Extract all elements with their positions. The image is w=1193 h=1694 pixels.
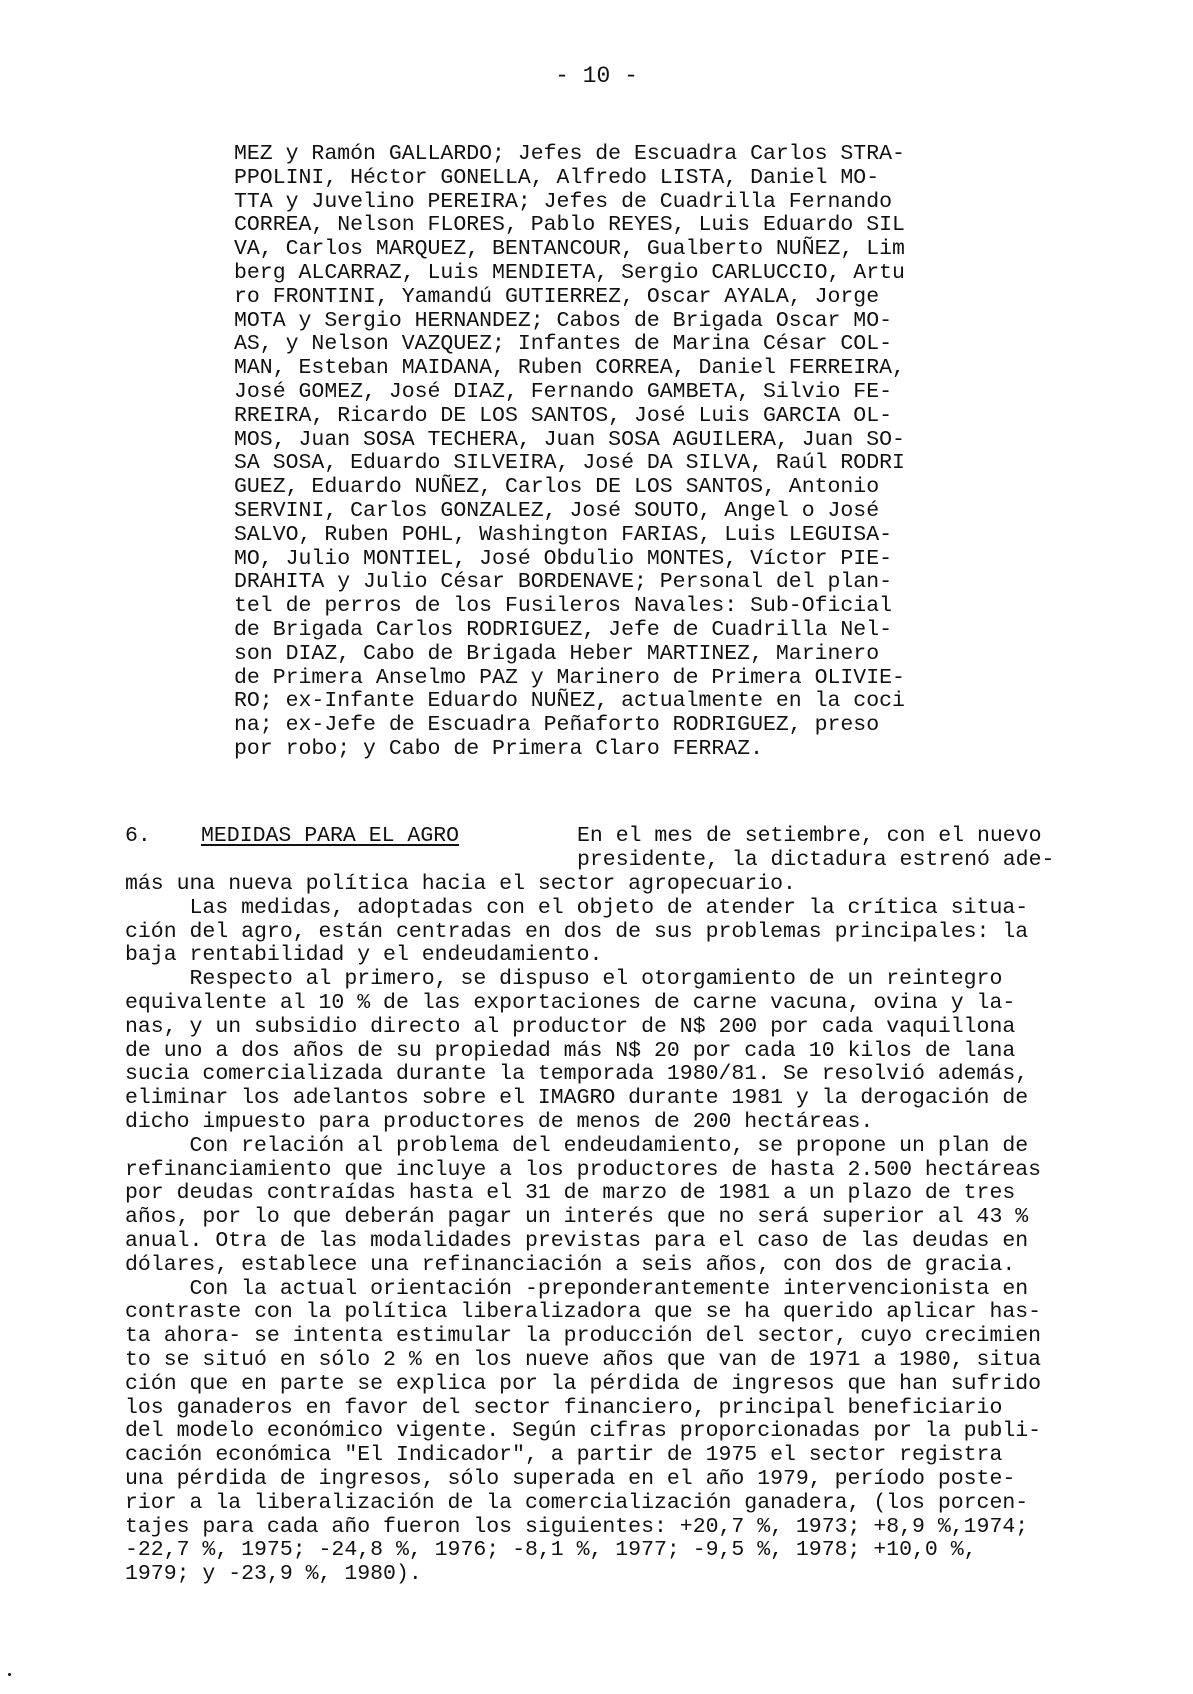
section-intro-text: En el mes de setiembre, con el nuevo presidente, la dictadura estrenó ade- <box>577 824 1055 872</box>
section-number: 6. <box>125 824 151 848</box>
scan-dot-mark <box>8 1673 11 1676</box>
section-title: MEDIDAS PARA EL AGRO <box>201 824 460 848</box>
paragraph-personnel-list: MEZ y Ramón GALLARDO; Jefes de Escuadra Carlos STRA- PPOLINI, Héctor GONELLA, Alfredo LISTA, Daniel MO- TTA y Juvelino PEREIRA; Jefes de Cuadrilla Fernando CORREA, Nelson FLORES, Pablo REYES, Luis Eduardo SIL VA, Carlos MARQUEZ, BENTANCOUR, Gualberto NUÑEZ, Lim berg ALCARRAZ, Luis MENDIETA, Sergio CARLUCCIO, Artu ro FRONTINI, Yamandú GUTIERREZ, Oscar AYALA, Jorge MOTA y Sergio HERNANDEZ; Cabos de Brigada Oscar MO- AS, y Nelson VAZQUEZ; Infantes de Marina César COL- MAN, Esteban MAIDANA, Ruben CORREA, Daniel FERREIRA, José GOMEZ, José DIAZ, Fernando GAMBETA, Silvio FE- RREIRA, Ricardo DE LOS SANTOS, José Luis GARCIA OL- MOS, Juan SOSA TECHERA, Juan SOSA AGUILERA, Juan SO- SA SOSA, Eduardo SILVEIRA, José DA SILVA, Raúl RODRI GUEZ, Eduardo NUÑEZ, Carlos DE LOS SANTOS, Antonio SERVINI, Carlos GONZALEZ, José SOUTO, Angel o José SALVO, Ruben POHL, Washington FARIAS, Luis LEGUISA- MO, Julio MONTIEL, José Obdulio MONTES, Víctor PIE- DRAHITA y Julio César BORDENAVE; Personal del plan- tel de perros de los Fusileros Navales: Sub-Oficial de Brigada Carlos RODRIGUEZ, Jefe de Cuadrilla Nel- son DIAZ, Cabo de Brigada Heber MARTINEZ, Marinero de Primera Anselmo PAZ y Marinero de Primera OLIVIE- RO; ex-Infante Eduardo NUÑEZ, actualmente en la coci na; ex-Jefe de Escuadra Peñaforto RODRIGUEZ, preso por robo; y Cabo de Primera Claro FERRAZ. <box>234 142 905 761</box>
paragraph-agro-measures: más una nueva política hacia el sector agropecuario. Las medidas, adoptadas con el objeto de atender la crítica situa- ción del agro, están centradas en dos de sus problemas principales: la baja rentabilidad y el endeudamiento. Respecto al primero, se dispuso el otorgamiento de un reintegro equivalente al 10 % de las exportaciones de carne vacuna, ovina y la- nas, y un subsidio directo al productor de N$ 200 por cada vaquillona de uno a dos años de su propiedad más N$ 20 por cada 10 kilos de lana sucia comercializada durante la temporada 1980/81. Se resolvió además, eliminar los adelantos sobre el IMAGRO durante 1981 y la derogación de dicho impuesto para productores de menos de 200 hectáreas. Con relación al problema del endeudamiento, se propone un plan de refinanciamiento que incluye a los productores de hasta 2.500 hectáreas por deudas contraídas hasta el 31 de marzo de 1981 a un plazo de tres años, por lo que deberán pagar un interés que no será superior al 43 % anual. Otra de las modalidades previstas para el caso de las deudas en dólares, establece una refinanciación a seis años, con dos de gracia. Con la actual orientación -preponderantemente intervencionista en contraste con la política liberalizadora que se ha querido aplicar has- ta ahora- se intenta estimular la producción del sector, cuyo crecimien to se situó en sólo 2 % en los nueve años que van de 1971 a 1980, situa ción que en parte se explica por la pérdida de ingresos que han sufrido los ganaderos en favor del sector financiero, principal beneficiario del modelo económico vigente. Según cifras proporcionadas por la publi- cación económica "El Indicador", a partir de 1975 el sector registra una pérdida de ingresos, sólo superada en el año 1979, período poste- rior a la liberalización de la comercialización ganadera, (los porcen- tajes para cada año fueron los siguientes: +20,7 %, 1973; +8,9 %,1974; -22,7 %, 1975; -24,8 %, 1976; -8,1 %, 1977; -9,5 %, 1978; +10,0 %, 1979; y -23,9 %, 1980). <box>125 872 1042 1587</box>
page-number: - 10 - <box>555 63 638 89</box>
